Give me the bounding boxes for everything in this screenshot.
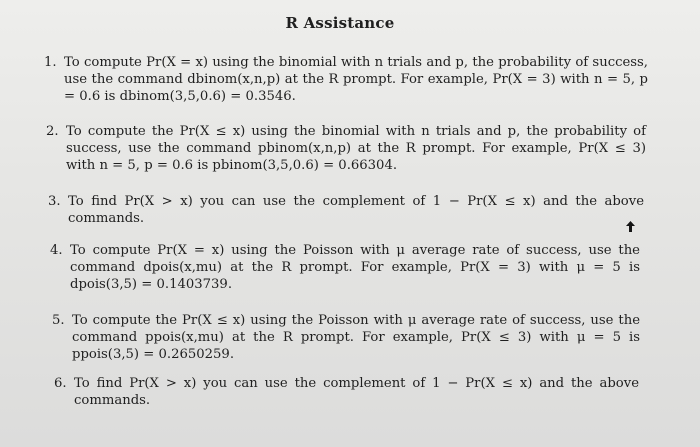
list-item [54,375,639,409]
list-item [52,312,640,363]
item-text: To compute the Pr(X ≤ x) using the binomial with n trials and p, the probability of success, use the command pbinom(x,n,p) at the R prompt. For example, Pr(X ≤ 3) with n = 5, p = 0.6 is pbinom(3,5,0.6) = 0.66304. [66,124,646,173]
item-number: 2. [46,124,59,139]
item-text: To find Pr(X > x) you can use the complement of 1 − Pr(X ≤ x) and the above commands. [74,376,639,408]
item-text: To find Pr(X > x) you can use the complement of 1 − Pr(X ≤ x) and the above commands. [68,194,644,226]
item-number: 5. [52,313,65,328]
mouse-cursor-icon [626,221,635,234]
item-number: 3. [48,194,61,209]
item-number: 6. [54,376,67,391]
list-item [44,54,648,105]
item-text: To compute Pr(X = x) using the binomial with n trials and p, the probability of success, use the command dbinom(x,n,p) at the R prompt. For example, Pr(X = 3) with n = 5, p = 0.6 is dbinom(3,5,0.6) = 0.3546. [64,55,648,104]
list-item [46,123,646,174]
list-item [50,242,640,293]
list-item [48,193,644,227]
item-text: To compute Pr(X = x) using the Poisson with μ average rate of success, use the command dpois(x,mu) at the R prompt. For example, Pr(X = 3) with μ = 5 is dpois(3,5) = 0.1403739. [70,243,640,292]
item-number: 1. [44,55,57,70]
item-text: To compute the Pr(X ≤ x) using the Poisson with μ average rate of success, use the command ppois(x,mu) at the R prompt. For example, Pr(X ≤ 3) with μ = 5 is ppois(3,5) = 0.2650259. [72,313,640,362]
page-title: R Assistance [285,14,395,32]
item-number: 4. [50,243,63,258]
